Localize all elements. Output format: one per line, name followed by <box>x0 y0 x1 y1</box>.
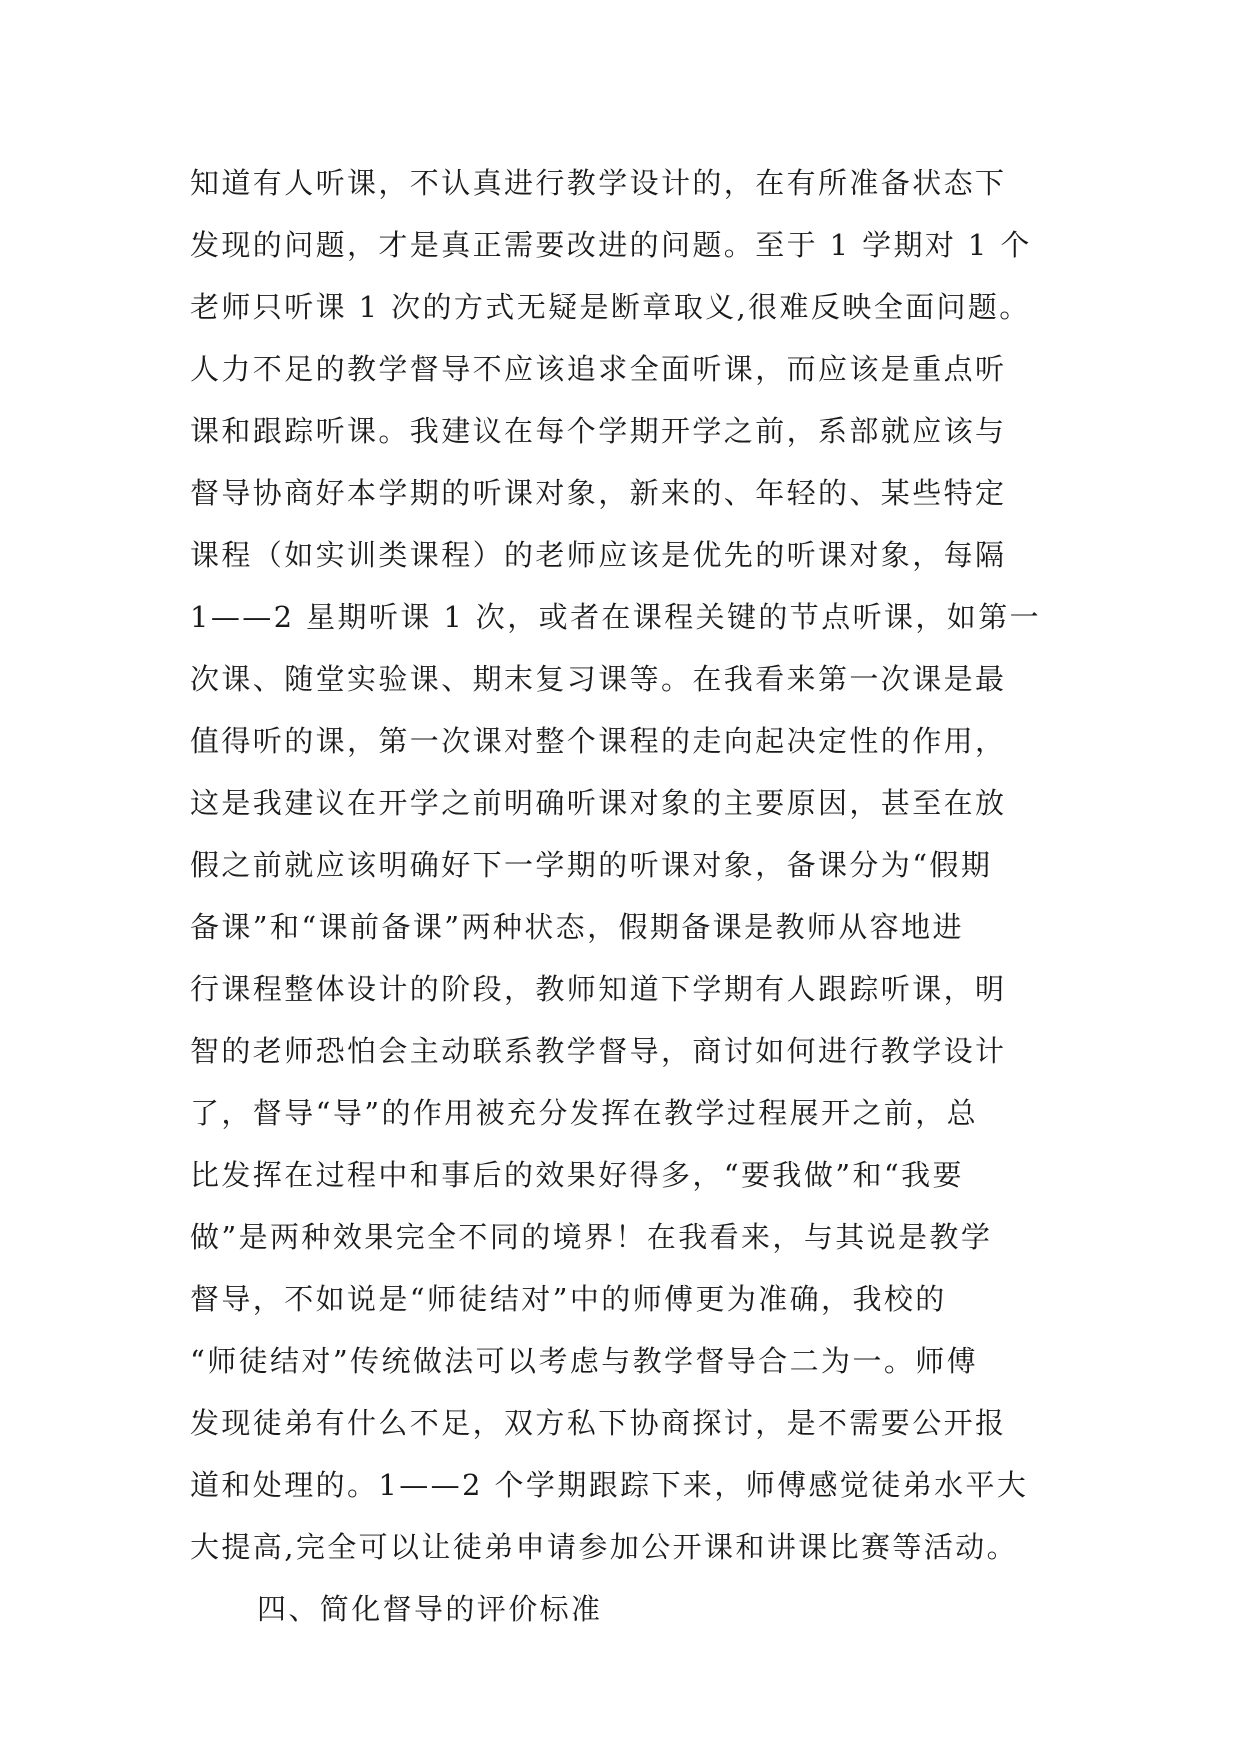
paragraph-line: 比发挥在过程中和事后的效果好得多，“要我做”和“我要 <box>190 1158 964 1192</box>
paragraph-line: 行课程整体设计的阶段，教师知道下学期有人跟踪听课，明 <box>190 972 1007 1006</box>
paragraph-line: 课和跟踪听课。我建议在每个学期开学之前，系部就应该与 <box>190 414 1007 448</box>
paragraph-line: 这是我建议在开学之前明确听课对象的主要原因，甚至在放 <box>190 786 1007 820</box>
paragraph-line: 备课”和“课前备课”两种状态，假期备课是教师从容地进 <box>190 910 964 944</box>
paragraph-line: “师徒结对”传统做法可以考虑与教学督导合二为一。师傅 <box>190 1344 979 1378</box>
paragraph-line: 次课、随堂实验课、期末复习课等。在我看来第一次课是最 <box>190 662 1007 696</box>
paragraph-line: 老师只听课 1 次的方式无疑是断章取义,很难反映全面问题。 <box>190 290 1031 324</box>
paragraph-line: 假之前就应该明确好下一学期的听课对象，备课分为“假期 <box>190 848 993 882</box>
paragraph-line: 发现的问题，才是真正需要改进的问题。至于 1 学期对 1 个 <box>190 228 1032 262</box>
paragraph-line: 课程（如实训类课程）的老师应该是优先的听课对象，每隔 <box>190 538 1007 572</box>
paragraph-line: 发现徒弟有什么不足，双方私下协商探讨，是不需要公开报 <box>190 1406 1007 1440</box>
paragraph-line: 1——2 星期听课 1 次，或者在课程关键的节点听课，如第一 <box>190 600 1042 634</box>
paragraph-line: 知道有人听课，不认真进行教学设计的，在有所准备状态下 <box>190 166 1007 200</box>
paragraph-line: 智的老师恐怕会主动联系教学督导，商讨如何进行教学设计 <box>190 1034 1007 1068</box>
paragraph-line: 了，督导“导”的作用被充分发挥在教学过程展开之前，总 <box>190 1096 979 1130</box>
paragraph-line: 督导协商好本学期的听课对象，新来的、年轻的、某些特定 <box>190 476 1007 510</box>
paragraph-line: 大提高,完全可以让徒弟申请参加公开课和讲课比赛等活动。 <box>190 1530 1019 1564</box>
paragraph-line: 人力不足的教学督导不应该追求全面听课，而应该是重点听 <box>190 352 1007 386</box>
paragraph-line: 道和处理的。1——2 个学期跟踪下来，师傅感觉徒弟水平大 <box>190 1468 1029 1502</box>
body-text <box>190 152 1070 1640</box>
paragraph-line: 做”是两种效果完全不同的境界！在我看来，与其说是教学 <box>190 1220 993 1254</box>
section-heading: 四、简化督导的评价标准 <box>257 1592 603 1626</box>
paragraph-line: 督导，不如说是“师徒结对”中的师傅更为准确，我校的 <box>190 1282 947 1316</box>
paragraph-line: 值得听的课，第一次课对整个课程的走向起决定性的作用， <box>190 724 1007 758</box>
